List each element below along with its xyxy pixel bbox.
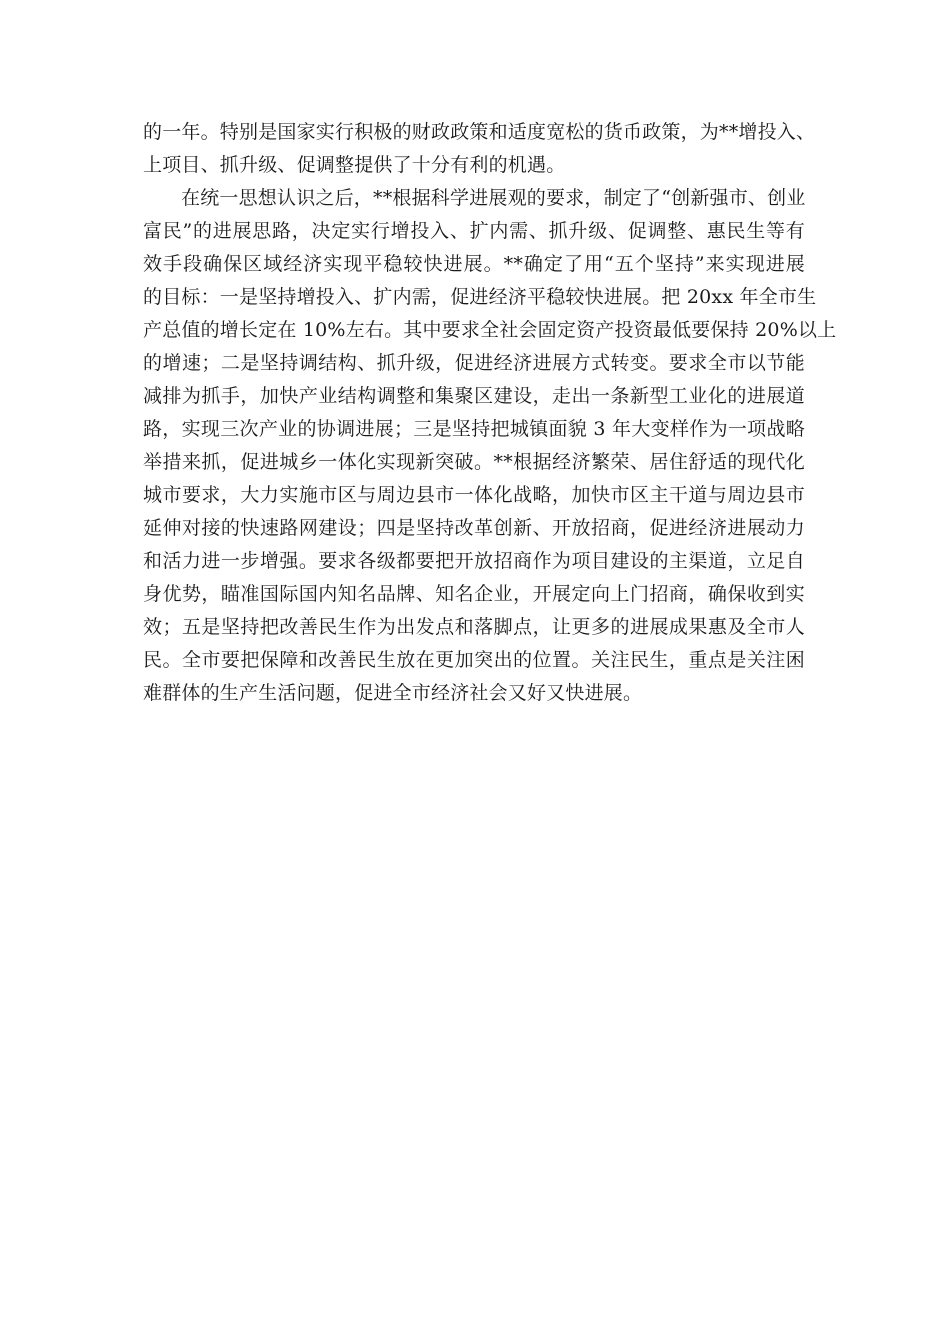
text-line: 上项目、抓升级、促调整提供了十分有利的机遇。 [143, 154, 566, 176]
text-line: 的一年。特别是国家实行积极的财政政策和适度宽松的货币政策，为**增投入、 [143, 121, 816, 143]
text-line: 效；五是坚持把改善民生作为出发点和落脚点，让更多的进展成果惠及全市人 [143, 616, 805, 638]
text-line: 在统一思想认识之后，**根据科学进展观的要求，制定了“创新强市、创业 [181, 187, 806, 209]
paragraph-1 [143, 116, 816, 182]
document-body [143, 116, 837, 710]
text-line: 的目标：一是坚持增投入、扩内需，促进经济平稳较快进展。把 20xx 年全市生 [143, 286, 817, 308]
text-line: 富民”的进展思路，决定实行增投入、扩内需、抓升级、促调整、惠民生等有 [143, 220, 805, 242]
text-line: 身优势，瞄准国际国内知名品牌、知名企业，开展定向上门招商，确保收到实 [143, 583, 805, 605]
text-line: 效手段确保区域经济实现平稳较快进展。**确定了用“五个坚持”来实现进展 [143, 253, 805, 275]
text-line: 延伸对接的快速路网建设；四是坚持改革创新、开放招商，促进经济进展动力 [143, 517, 805, 539]
text-line: 举措来抓，促进城乡一体化实现新突破。**根据经济繁荣、居住舒适的现代化 [143, 451, 805, 473]
text-line: 和活力进一步增强。要求各级都要把开放招商作为项目建设的主渠道，立足自 [143, 550, 805, 572]
text-line: 的增速；二是坚持调结构、抓升级，促进经济进展方式转变。要求全市以节能 [143, 352, 805, 374]
text-line: 民。全市要把保障和改善民生放在更加突出的位置。关注民生，重点是关注困 [143, 649, 805, 671]
text-line: 难群体的生产生活问题，促进全市经济社会又好又快进展。 [143, 682, 643, 704]
text-line: 路，实现三次产业的协调进展；三是坚持把城镇面貌 3 年大变样作为一项战略 [143, 418, 805, 440]
paragraph-2 [143, 182, 837, 710]
text-line: 产总值的增长定在 10%左右。其中要求全社会固定资产投资最低要保持 20%以上 [143, 319, 837, 341]
text-line: 城市要求，大力实施市区与周边县市一体化战略，加快市区主干道与周边县市 [143, 484, 805, 506]
text-line: 减排为抓手，加快产业结构调整和集聚区建设，走出一条新型工业化的进展道 [143, 385, 805, 407]
